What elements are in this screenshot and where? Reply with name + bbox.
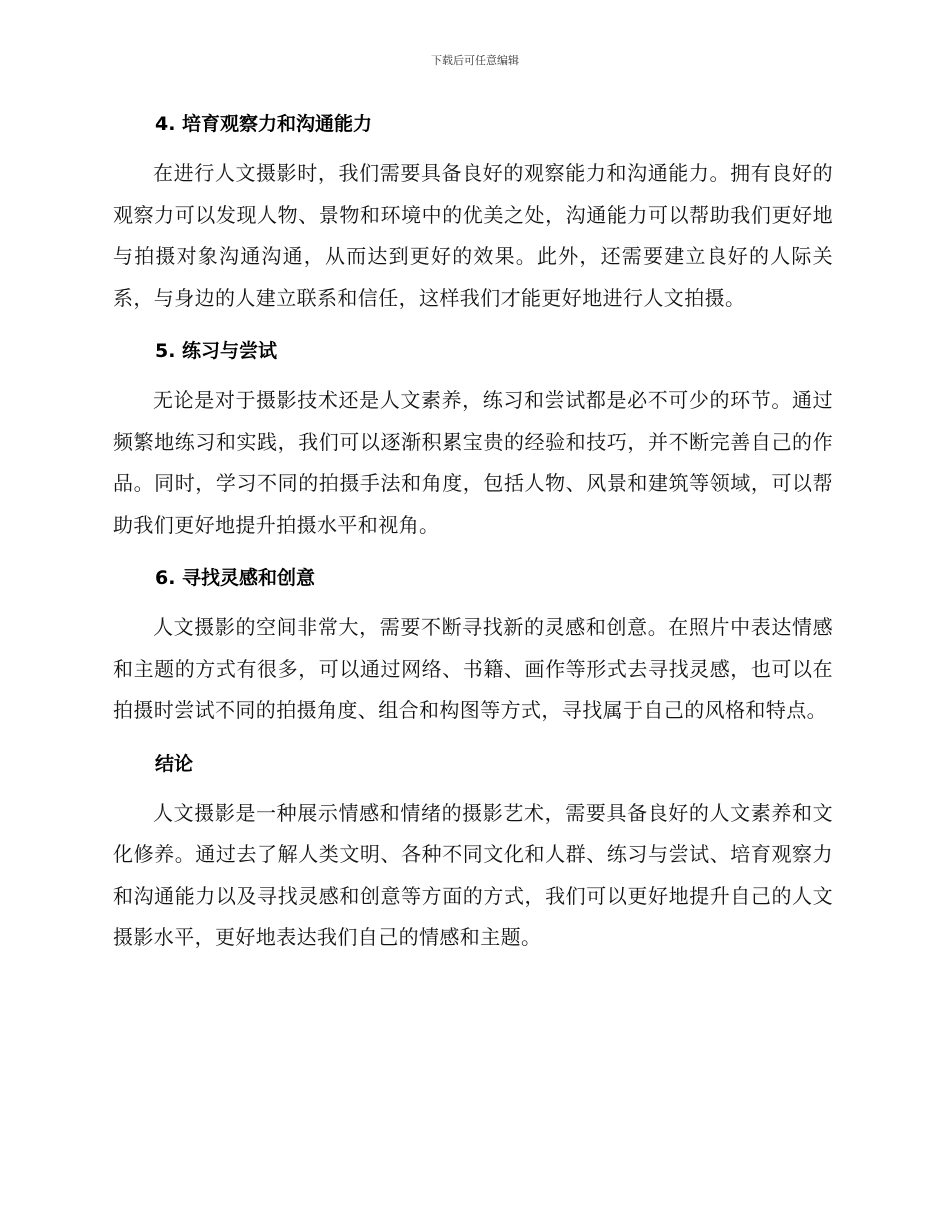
section-paragraph: 人文摄影是一种展示情感和情绪的摄影艺术，需要具备良好的人文素养和文化修养。通过去了解人类文明、各种不同文化和人群、练习与尝试、培育观察力和沟通能力以及寻找灵感和创意等方面的方式，我们可以更好地提升自己的人文摄影水平，更好地表达我们自己的情感和主题。 [113, 800, 833, 949]
section-paragraph: 无论是对于摄影技术还是人文素养，练习和尝试都是必不可少的环节。通过频繁地练习和实践，我们可以逐渐积累宝贵的经验和技巧，并不断完善自己的作品。同时，学习不同的拍摄手法和角度，包括人物、风景和建筑等领域，可以帮助我们更好地提升拍摄水平和视角。 [113, 388, 833, 537]
page-header: 下载后可任意编辑 [431, 54, 519, 67]
section-heading: 结论 [155, 752, 194, 775]
section-paragraph: 在进行人文摄影时，我们需要具备良好的观察能力和沟通能力。拥有良好的观察力可以发现人物、景物和环境中的优美之处，沟通能力可以帮助我们更好地与拍摄对象沟通沟通，从而达到更好的效果。此外，还需要建立良好的人际关系，与身边的人建立联系和信任，这样我们才能更好地进行人文拍摄。 [113, 161, 833, 310]
section-conclusion [113, 750, 833, 959]
section-inspiration-creativity [113, 564, 833, 732]
section-heading: 6. 寻找灵感和创意 [155, 567, 316, 589]
section-observation-communication [113, 110, 833, 319]
section-paragraph: 人文摄影的空间非常大，需要不断寻找新的灵感和创意。在照片中表达情感和主题的方式有很多，可以通过网络、书籍、画作等形式去寻找灵感，也可以在拍摄时尝试不同的拍摄角度、组合和构图等方式，寻找属于自己的风格和特点。 [113, 615, 833, 722]
section-heading: 5. 练习与尝试 [155, 340, 278, 362]
section-heading: 4. 培育观察力和沟通能力 [155, 113, 373, 135]
document-body [113, 110, 833, 977]
section-practice-trial [113, 337, 833, 546]
